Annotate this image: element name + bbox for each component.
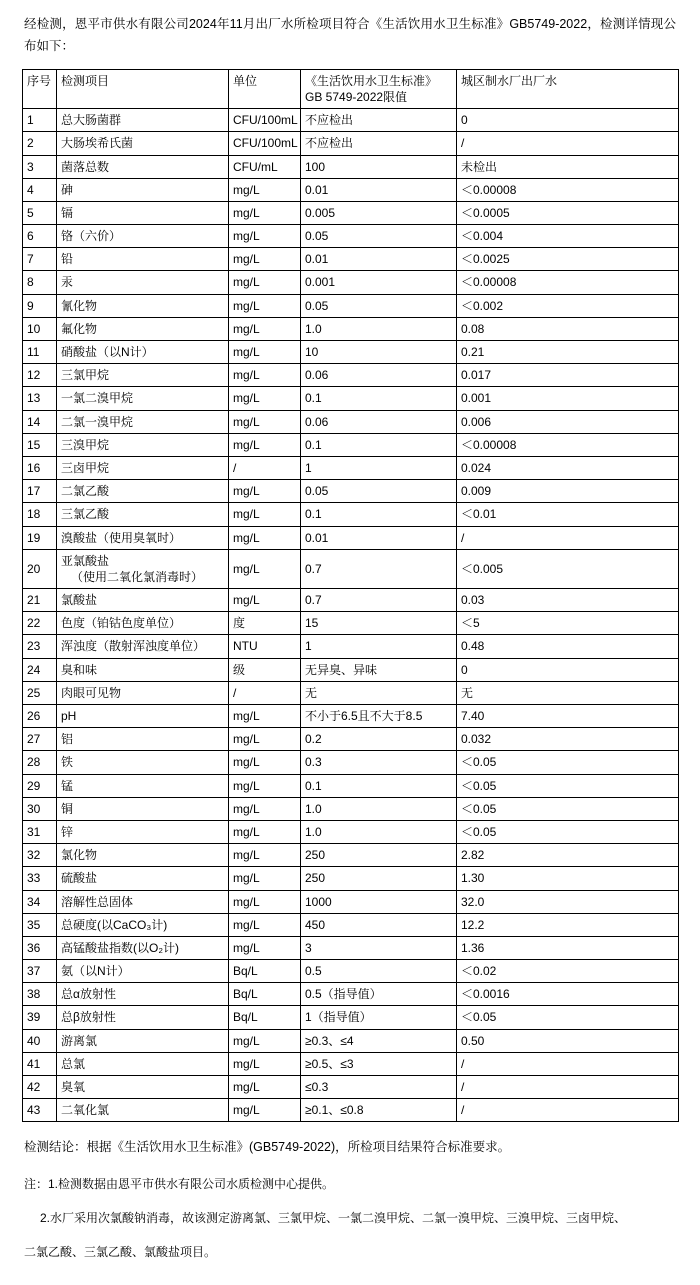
cell-unit: CFU/100mL xyxy=(229,132,301,155)
cell-no: 20 xyxy=(23,549,57,588)
cell-unit: mg/L xyxy=(229,820,301,843)
cell-limit: 不应检出 xyxy=(301,132,457,155)
cell-limit: 250 xyxy=(301,844,457,867)
table-row xyxy=(23,797,679,820)
cell-no: 38 xyxy=(23,983,57,1006)
cell-limit: 0.06 xyxy=(301,364,457,387)
cell-item: 锌 xyxy=(57,820,229,843)
table-body xyxy=(23,109,679,1122)
header-limit-line1: 《生活饮用水卫生标准》 xyxy=(305,73,438,88)
cell-result: 0.03 xyxy=(457,589,679,612)
cell-result: 0.006 xyxy=(457,410,679,433)
table-row xyxy=(23,658,679,681)
cell-result: 未检出 xyxy=(457,155,679,178)
cell-unit: mg/L xyxy=(229,867,301,890)
cell-result: ＜0.05 xyxy=(457,820,679,843)
cell-unit: mg/L xyxy=(229,317,301,340)
cell-unit: mg/L xyxy=(229,225,301,248)
cell-item: 铜 xyxy=(57,797,229,820)
cell-unit: mg/L xyxy=(229,410,301,433)
cell-unit: mg/L xyxy=(229,936,301,959)
table-row xyxy=(23,983,679,1006)
table-row xyxy=(23,109,679,132)
cell-unit: mg/L xyxy=(229,387,301,410)
cell-result: 0.009 xyxy=(457,480,679,503)
cell-no: 27 xyxy=(23,728,57,751)
cell-item: 肉眼可见物 xyxy=(57,681,229,704)
cell-limit: 100 xyxy=(301,155,457,178)
cell-limit: 3 xyxy=(301,936,457,959)
table-row xyxy=(23,526,679,549)
cell-no: 30 xyxy=(23,797,57,820)
cell-limit: ≥0.1、≤0.8 xyxy=(301,1099,457,1122)
table-row xyxy=(23,890,679,913)
table-row xyxy=(23,635,679,658)
cell-no: 26 xyxy=(23,705,57,728)
cell-unit: Bq/L xyxy=(229,1006,301,1029)
cell-unit: mg/L xyxy=(229,1099,301,1122)
cell-no: 14 xyxy=(23,410,57,433)
cell-item: 氟化物 xyxy=(57,317,229,340)
cell-limit: 0.1 xyxy=(301,503,457,526)
cell-limit: 0.3 xyxy=(301,751,457,774)
cell-item: 铬（六价） xyxy=(57,225,229,248)
cell-result: 0.48 xyxy=(457,635,679,658)
cell-result: / xyxy=(457,1099,679,1122)
cell-limit: 0.1 xyxy=(301,433,457,456)
cell-result: ＜0.05 xyxy=(457,797,679,820)
cell-no: 6 xyxy=(23,225,57,248)
cell-item: 铅 xyxy=(57,248,229,271)
table-row xyxy=(23,589,679,612)
cell-limit: 0.001 xyxy=(301,271,457,294)
cell-unit: mg/L xyxy=(229,201,301,224)
cell-limit: 1000 xyxy=(301,890,457,913)
cell-item: 大肠埃希氏菌 xyxy=(57,132,229,155)
cell-item xyxy=(57,549,229,588)
cell-limit: 0.7 xyxy=(301,589,457,612)
cell-limit: 1.0 xyxy=(301,820,457,843)
cell-item: 总大肠菌群 xyxy=(57,109,229,132)
cell-item: 总α放射性 xyxy=(57,983,229,1006)
cell-unit: mg/L xyxy=(229,364,301,387)
cell-limit: 1 xyxy=(301,456,457,479)
cell-unit: mg/L xyxy=(229,526,301,549)
cell-result: ＜0.01 xyxy=(457,503,679,526)
cell-result: 1.36 xyxy=(457,936,679,959)
cell-item: 二氯乙酸 xyxy=(57,480,229,503)
cell-unit: CFU/100mL xyxy=(229,109,301,132)
cell-no: 39 xyxy=(23,1006,57,1029)
cell-item: 硝酸盐（以N计） xyxy=(57,341,229,364)
cell-limit: ≥0.3、≤4 xyxy=(301,1029,457,1052)
cell-result: ＜0.02 xyxy=(457,960,679,983)
table-row xyxy=(23,612,679,635)
note-2-line2: 二氯乙酸、三氯乙酸、氯酸盐项目。 xyxy=(24,1245,217,1259)
cell-no: 18 xyxy=(23,503,57,526)
cell-limit: 0.5 xyxy=(301,960,457,983)
table-row xyxy=(23,844,679,867)
cell-limit: 0.005 xyxy=(301,201,457,224)
cell-limit: 不应检出 xyxy=(301,109,457,132)
cell-no: 28 xyxy=(23,751,57,774)
cell-limit: 不小于6.5且不大于8.5 xyxy=(301,705,457,728)
table-row xyxy=(23,364,679,387)
cell-limit: ≥0.5、≤3 xyxy=(301,1052,457,1075)
cell-unit: mg/L xyxy=(229,890,301,913)
cell-unit: mg/L xyxy=(229,913,301,936)
cell-no: 9 xyxy=(23,294,57,317)
cell-no: 36 xyxy=(23,936,57,959)
cell-result: 0 xyxy=(457,109,679,132)
cell-limit: 0.05 xyxy=(301,225,457,248)
cell-unit: mg/L xyxy=(229,503,301,526)
cell-limit: 0.5（指导值） xyxy=(301,983,457,1006)
cell-item: 三氯乙酸 xyxy=(57,503,229,526)
table-row xyxy=(23,1029,679,1052)
header-limit xyxy=(301,69,457,108)
table-row xyxy=(23,503,679,526)
cell-item: 溶解性总固体 xyxy=(57,890,229,913)
cell-result: ＜0.05 xyxy=(457,1006,679,1029)
cell-no: 22 xyxy=(23,612,57,635)
table-row xyxy=(23,456,679,479)
cell-result: ＜0.00008 xyxy=(457,271,679,294)
cell-no: 37 xyxy=(23,960,57,983)
cell-item: 三溴甲烷 xyxy=(57,433,229,456)
table-row xyxy=(23,132,679,155)
cell-no: 34 xyxy=(23,890,57,913)
header-item: 检测项目 xyxy=(57,69,229,108)
cell-result: ＜0.00008 xyxy=(457,433,679,456)
table-row xyxy=(23,225,679,248)
table-row xyxy=(23,820,679,843)
cell-unit: mg/L xyxy=(229,294,301,317)
cell-limit: 0.01 xyxy=(301,248,457,271)
cell-no: 19 xyxy=(23,526,57,549)
cell-item: 总β放射性 xyxy=(57,1006,229,1029)
cell-item: 锰 xyxy=(57,774,229,797)
cell-result: / xyxy=(457,526,679,549)
cell-result: ＜0.00008 xyxy=(457,178,679,201)
cell-result: ＜0.05 xyxy=(457,751,679,774)
cell-no: 4 xyxy=(23,178,57,201)
cell-limit: 0.01 xyxy=(301,526,457,549)
table-row xyxy=(23,681,679,704)
cell-unit: 级 xyxy=(229,658,301,681)
cell-result: ＜0.0016 xyxy=(457,983,679,1006)
table-row xyxy=(23,178,679,201)
cell-no: 2 xyxy=(23,132,57,155)
cell-item: 溴酸盐（使用臭氧时） xyxy=(57,526,229,549)
cell-result: ＜0.05 xyxy=(457,774,679,797)
table-row xyxy=(23,433,679,456)
cell-no: 17 xyxy=(23,480,57,503)
cell-item: 氯化物 xyxy=(57,844,229,867)
cell-limit: 1 xyxy=(301,635,457,658)
cell-item-line1: 亚氯酸盐 xyxy=(61,553,110,568)
cell-result: ＜0.005 xyxy=(457,549,679,588)
cell-result: 32.0 xyxy=(457,890,679,913)
cell-item: 铁 xyxy=(57,751,229,774)
cell-limit: 0.7 xyxy=(301,549,457,588)
conclusion-text: 检测结论：根据《生活饮用水卫生标准》(GB5749-2022)，所检项目结果符合标准要求。 xyxy=(24,1140,511,1155)
cell-item: 三氯甲烷 xyxy=(57,364,229,387)
table-row xyxy=(23,1052,679,1075)
cell-item: 臭氧 xyxy=(57,1076,229,1099)
cell-result: / xyxy=(457,1052,679,1075)
header-result: 城区制水厂出厂水 xyxy=(457,69,679,108)
cell-limit: 0.05 xyxy=(301,480,457,503)
table-row xyxy=(23,387,679,410)
cell-unit: CFU/mL xyxy=(229,155,301,178)
cell-unit: mg/L xyxy=(229,433,301,456)
cell-limit: 无异臭、异味 xyxy=(301,658,457,681)
table-row xyxy=(23,317,679,340)
table-row xyxy=(23,867,679,890)
cell-limit: 15 xyxy=(301,612,457,635)
cell-no: 5 xyxy=(23,201,57,224)
cell-item: 二氯一溴甲烷 xyxy=(57,410,229,433)
cell-no: 3 xyxy=(23,155,57,178)
header-limit-line2: GB 5749-2022限值 xyxy=(305,89,408,104)
table-row xyxy=(23,913,679,936)
cell-result: ＜0.004 xyxy=(457,225,679,248)
table-row xyxy=(23,1076,679,1099)
cell-result: 0.024 xyxy=(457,456,679,479)
cell-no: 29 xyxy=(23,774,57,797)
cell-limit: 10 xyxy=(301,341,457,364)
cell-limit: 0.05 xyxy=(301,294,457,317)
cell-result: 0.08 xyxy=(457,317,679,340)
cell-limit: 1.0 xyxy=(301,317,457,340)
cell-no: 33 xyxy=(23,867,57,890)
cell-unit: mg/L xyxy=(229,589,301,612)
cell-item: 三卤甲烷 xyxy=(57,456,229,479)
cell-no: 35 xyxy=(23,913,57,936)
cell-item: 镉 xyxy=(57,201,229,224)
table-row xyxy=(23,774,679,797)
cell-unit: mg/L xyxy=(229,248,301,271)
table-row xyxy=(23,271,679,294)
cell-item: pH xyxy=(57,705,229,728)
table-row xyxy=(23,294,679,317)
header-unit: 单位 xyxy=(229,69,301,108)
cell-item: 浑浊度（散射浑浊度单位） xyxy=(57,635,229,658)
cell-item: 臭和味 xyxy=(57,658,229,681)
table-row xyxy=(23,248,679,271)
cell-result: 0.001 xyxy=(457,387,679,410)
cell-result: 0.21 xyxy=(457,341,679,364)
cell-unit: mg/L xyxy=(229,549,301,588)
cell-item: 游离氯 xyxy=(57,1029,229,1052)
cell-item: 砷 xyxy=(57,178,229,201)
cell-result: 12.2 xyxy=(457,913,679,936)
cell-result: 0.50 xyxy=(457,1029,679,1052)
table-row xyxy=(23,751,679,774)
cell-unit: mg/L xyxy=(229,480,301,503)
cell-result: ＜0.0005 xyxy=(457,201,679,224)
cell-limit: ≤0.3 xyxy=(301,1076,457,1099)
cell-item: 铝 xyxy=(57,728,229,751)
cell-result: 7.40 xyxy=(457,705,679,728)
cell-result: 2.82 xyxy=(457,844,679,867)
cell-item: 总硬度(以CaCO₃计) xyxy=(57,913,229,936)
cell-no: 12 xyxy=(23,364,57,387)
water-quality-table xyxy=(22,69,679,1123)
cell-result: / xyxy=(457,1076,679,1099)
table-row xyxy=(23,936,679,959)
cell-no: 43 xyxy=(23,1099,57,1122)
cell-item: 色度（铂钴色度单位） xyxy=(57,612,229,635)
cell-no: 16 xyxy=(23,456,57,479)
cell-limit: 450 xyxy=(301,913,457,936)
cell-limit: 无 xyxy=(301,681,457,704)
table-header-row xyxy=(23,69,679,108)
cell-limit: 0.06 xyxy=(301,410,457,433)
cell-no: 32 xyxy=(23,844,57,867)
cell-unit: mg/L xyxy=(229,1029,301,1052)
note-2 xyxy=(22,1207,678,1263)
cell-unit: / xyxy=(229,456,301,479)
cell-unit: mg/L xyxy=(229,774,301,797)
cell-no: 23 xyxy=(23,635,57,658)
cell-limit: 1.0 xyxy=(301,797,457,820)
table-row xyxy=(23,1099,679,1122)
cell-no: 41 xyxy=(23,1052,57,1075)
cell-item: 汞 xyxy=(57,271,229,294)
cell-result: ＜0.0025 xyxy=(457,248,679,271)
cell-unit: mg/L xyxy=(229,271,301,294)
table-row xyxy=(23,341,679,364)
cell-unit: mg/L xyxy=(229,705,301,728)
cell-unit: mg/L xyxy=(229,751,301,774)
cell-no: 24 xyxy=(23,658,57,681)
cell-item: 氯酸盐 xyxy=(57,589,229,612)
table-row xyxy=(23,728,679,751)
cell-no: 13 xyxy=(23,387,57,410)
cell-result: ＜0.002 xyxy=(457,294,679,317)
cell-unit: Bq/L xyxy=(229,960,301,983)
intro-paragraph: 经检测，恩平市供水有限公司2024年11月出厂水所检项目符合《生活饮用水卫生标准》GB5749-2022，检测详情现公布如下： xyxy=(24,17,676,53)
cell-result: 0.017 xyxy=(457,364,679,387)
header-no: 序号 xyxy=(23,69,57,108)
cell-result: / xyxy=(457,132,679,155)
cell-no: 31 xyxy=(23,820,57,843)
cell-no: 10 xyxy=(23,317,57,340)
cell-no: 25 xyxy=(23,681,57,704)
cell-result: 1.30 xyxy=(457,867,679,890)
cell-unit: / xyxy=(229,681,301,704)
cell-limit: 0.2 xyxy=(301,728,457,751)
cell-no: 15 xyxy=(23,433,57,456)
cell-limit: 0.1 xyxy=(301,387,457,410)
table-row xyxy=(23,960,679,983)
table-row xyxy=(23,549,679,588)
table-row xyxy=(23,410,679,433)
cell-result: ＜5 xyxy=(457,612,679,635)
cell-unit: mg/L xyxy=(229,844,301,867)
cell-item: 硫酸盐 xyxy=(57,867,229,890)
cell-unit: 度 xyxy=(229,612,301,635)
table-row xyxy=(23,1006,679,1029)
cell-no: 42 xyxy=(23,1076,57,1099)
table-row xyxy=(23,705,679,728)
cell-no: 1 xyxy=(23,109,57,132)
cell-item: 总氯 xyxy=(57,1052,229,1075)
cell-limit: 1（指导值） xyxy=(301,1006,457,1029)
cell-unit: NTU xyxy=(229,635,301,658)
cell-item: 氰化物 xyxy=(57,294,229,317)
cell-no: 21 xyxy=(23,589,57,612)
note-2-line1: 2.水厂采用次氯酸钠消毒，故该测定游离氯、三氯甲烷、一氯二溴甲烷、二氯一溴甲烷、三溴甲烷、三卤甲烷、 xyxy=(40,1210,627,1225)
cell-result: 无 xyxy=(457,681,679,704)
cell-item-line2: （使用二氧化氯消毒时） xyxy=(71,569,204,584)
cell-limit: 0.1 xyxy=(301,774,457,797)
cell-unit: mg/L xyxy=(229,1052,301,1075)
table-row xyxy=(23,155,679,178)
table-row xyxy=(23,480,679,503)
cell-unit: Bq/L xyxy=(229,983,301,1006)
cell-unit: mg/L xyxy=(229,178,301,201)
cell-no: 7 xyxy=(23,248,57,271)
cell-item: 菌落总数 xyxy=(57,155,229,178)
cell-limit: 250 xyxy=(301,867,457,890)
cell-result: 0.032 xyxy=(457,728,679,751)
cell-result: 0 xyxy=(457,658,679,681)
cell-item: 一氯二溴甲烷 xyxy=(57,387,229,410)
cell-item: 二氧化氯 xyxy=(57,1099,229,1122)
cell-unit: mg/L xyxy=(229,728,301,751)
cell-item: 氨（以N计） xyxy=(57,960,229,983)
cell-no: 11 xyxy=(23,341,57,364)
cell-no: 8 xyxy=(23,271,57,294)
cell-unit: mg/L xyxy=(229,797,301,820)
cell-unit: mg/L xyxy=(229,341,301,364)
cell-no: 40 xyxy=(23,1029,57,1052)
cell-limit: 0.01 xyxy=(301,178,457,201)
table-row xyxy=(23,201,679,224)
cell-unit: mg/L xyxy=(229,1076,301,1099)
note-1: 注：1.检测数据由恩平市供水有限公司水质检测中心提供。 xyxy=(24,1176,335,1191)
cell-item: 高锰酸盐指数(以O₂计) xyxy=(57,936,229,959)
